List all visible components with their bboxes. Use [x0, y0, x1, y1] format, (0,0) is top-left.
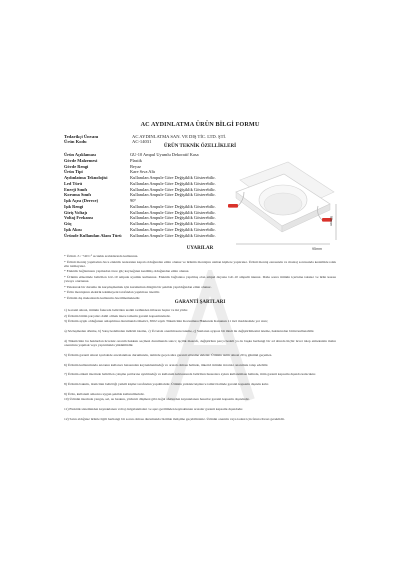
spec-label: Giriş Voltajı — [64, 209, 88, 215]
spec-value: Kare Sıva Altı — [130, 169, 156, 175]
guarantee-item: 12) Satın aldığınız ürünle ilgili herhangi bir sorun olması durumunda bizimle iletişime geçebilirsiniz. Ürünün onarımı veya iadesi için fatura ibrazı gereklidir. — [64, 417, 285, 421]
guarantee-section-title: GARANTİ ŞARTLARI — [174, 300, 226, 305]
spec-label: Gövde Malzemesi — [64, 157, 98, 163]
guarantee-item: 3) Ürünün ayıplı olduğunun anlaşılması durumunda tüketici, 6502 sayılı Tüketicinin Korunması Hakkında Kanunun 11 inci maddesinde yer alan; — [64, 319, 268, 323]
guarantee-item: a) Sözleşmeden dönme, b) Satış bedelinden indirim isteme, c) Ücretsiz onarılmasını isteme, ç) Satılanın ayıpsız bir misli ile değiştirilmesini isteme, haklarından birini kullanabilir. — [64, 328, 315, 333]
warning-item: * Yakalarak bir duruma ile karşılaşmamak için kurulumun düzgün bir şekilde yapıldığından emin olunuz. — [64, 284, 212, 289]
warning-item: * Ürünün etiketinde belirtilen GU-10 ampule uyumlu kullanınız. Elektrik bağlantısı yapılmış olan ampul duyuna GU-10 ampulü takınız. Daha sonra ürünün içerisine takınız ve ürün kasası yuvaya oturtunuz. — [64, 274, 336, 284]
warning-item: * Elektrik bağlantısını yapmadan önce güç kaynağının kesilmiş olduğundan emin olunuz. — [64, 269, 190, 274]
spec-label: Işık Açısı (Derece) — [64, 198, 99, 203]
spec-label: Güç — [64, 221, 72, 226]
spec-value: Plastik — [130, 157, 142, 163]
guarantee-item: 7) Ürünün etiketi üzerinde belirtilen çalışma şartlarına uyulmadığı ve kullanım kılavuzunda belirtilen hususlara aykırı kullanılması halinde, ürün garanti kapsamı dışında kalacaktır. — [64, 372, 316, 377]
guarantee-item: 4) Tüketicinin bu haklardan ücretsiz onarım hakkını seçmesi durumunda satıcı; işçilik masrafı, değiştirilen parça bedeli ya da başka herhangi bir ad altında hiçbir ücret talep etmeksizin malın onarımını yapmak veya yaptırmakla yükümlüdür. — [64, 338, 336, 347]
guarantee-item: 5) Ürünün garanti süresi içerisinde arızalanması durumunda, tamirde geçen süre garanti süresine eklenir. Ürünün tamir süresi 20 iş gününü geçemez. — [64, 352, 273, 357]
guarantee-item: 9) Ürün, kullanım amacına uygun şekilde kullanılmalıdır. — [64, 391, 145, 396]
guarantee-item: 1) Garanti süresi, ürünün faturada belirtilen teslim tarihinden itibaren başlar ve iki yıldır. — [64, 308, 189, 312]
spec-label: Koruma Sınıfı — [64, 192, 91, 198]
guarantee-item: 6) Ürünün kullanımında arızanın kullanıcı hatasından kaynaklanmadığı ve arızalı olması halinde, tüketici ürünün ücretsiz onarımını talep edebilir. — [64, 362, 269, 367]
spec-value: Kullanılan Ampule Göre Değişiklik Gösterebilir. — [130, 192, 216, 198]
supplier-row-value: AC-14031 — [132, 139, 152, 145]
spec-label: Gövde Rengi — [64, 163, 89, 169]
supplier-row-value: AC AYDINLATMA SAN. VE DIŞ TİC. LTD. ŞTİ. — [132, 134, 227, 139]
spec-value: Kullanılan Ampule Göre Değişiklik Gösterebilir. — [130, 215, 216, 221]
spec-value: Kullanılan Ampule Göre Değişiklik Gösterebilir. — [130, 221, 216, 226]
watermark-logo — [150, 270, 270, 410]
specs-section-title: ÜRÜN TEKNİK ÖZELLİKLERİ — [163, 144, 237, 149]
spec-label: Led Türü — [64, 180, 83, 186]
spec-label: Voltaj Frekansı — [64, 215, 93, 221]
supplier-row-label: Ürün Kodu — [64, 139, 87, 145]
product-image — [228, 162, 334, 232]
spec-value: Kullanılan Ampule Göre Değişiklik Gösterebilir. — [130, 226, 216, 232]
spec-value: Kullanılan Ampule Göre Değişiklik Gösterebilir. — [130, 175, 216, 180]
dimension-height-label: 95mm — [329, 216, 333, 226]
spec-label: Ürün Tipi — [64, 169, 83, 175]
supplier-row-label: Tedarikçi Ünvanı — [64, 134, 99, 139]
warnings-section-title: UYARILAR — [186, 246, 214, 251]
guarantee-item: 2) Ürünün bütün parçaları dahil olmak üzere tamamı garanti kapsamındadır. — [64, 313, 171, 318]
spring-clip-left — [228, 204, 238, 208]
warning-item: * Ürünün dış mekanlarda kullanımı önerilmemektedir. — [64, 295, 141, 300]
spec-label: Işık Akısı — [64, 226, 82, 232]
spec-value: Kullanılan Ampule Göre Değişiklik Gösterebilir. — [130, 232, 216, 238]
spec-value: Beyaz — [130, 163, 141, 169]
warning-item: * Ürünü montaj yapmadan önce elektrik tesisatının kapalı olduğundan emin olunuz ve ürünün montajını uzman kişilere yaptırınız. Ürünü montaj esnasında ve montaj sonrasında kesinlikle ıslak elle tutmayınız. — [64, 259, 336, 268]
guarantee-item: 10) Ürünün üzerinde yangın, sel, su baskını, yıldırım düşmesi gibi doğal afetlerden kaynaklanan hasarlar garanti kapsamı dışındadır. — [64, 397, 250, 402]
guarantee-item: 8) Ürünün bakımı, üreticinin belirttiği yetkili kişiler tarafından yapılmalıdır. Ürünün yetkisiz kişilerce tamiri halinde garanti kapsamı dışında kalır. — [64, 382, 269, 387]
spec-value: Kullanılan Ampule Göre Değişiklik Gösterebilir. — [130, 203, 216, 209]
spec-label: Enerji Sınıfı — [64, 186, 88, 192]
warning-item: * Ürün montajının elektrik tekniksyeni tarafından yapılması önerilir. — [64, 290, 160, 295]
guarantee-item: 11) Elektrik sisteminden kaynaklanan voltaj dalgalanmaları ve aşırı gerilimden kaynaklanan arızalar garanti kapsamı dışındadır. — [64, 407, 244, 412]
spec-value: 90° — [130, 198, 137, 203]
spec-value: GU-10 Ampul Uyumlu Dekoratif Kasa — [130, 152, 199, 157]
dimension-width-label: 95mm — [312, 247, 322, 251]
spec-value: Kullanılan Ampule Göre Değişiklik Gösterebilir. — [130, 180, 216, 186]
spec-label: Ürün Açıklaması — [64, 152, 96, 157]
spec-label: Işık Rengi — [64, 203, 84, 209]
spec-label: Aydınlatma Teknolojisi — [64, 175, 108, 180]
warning-item: * Ürünü -5 / +40 C° sıcaklık aralıklarında kullanınız. — [64, 254, 139, 258]
spec-value: Kullanılan Ampule Göre Değişiklik Gösterebilir. — [130, 186, 216, 192]
spec-label: Üründe Kullanılan Akım Türü — [64, 232, 122, 238]
form-title: AC AYDINLATMA ÜRÜN BİLGİ FORMU — [140, 121, 260, 128]
spec-value: Kullanılan Ampule Göre Değişiklik Gösterebilir. — [130, 209, 216, 215]
